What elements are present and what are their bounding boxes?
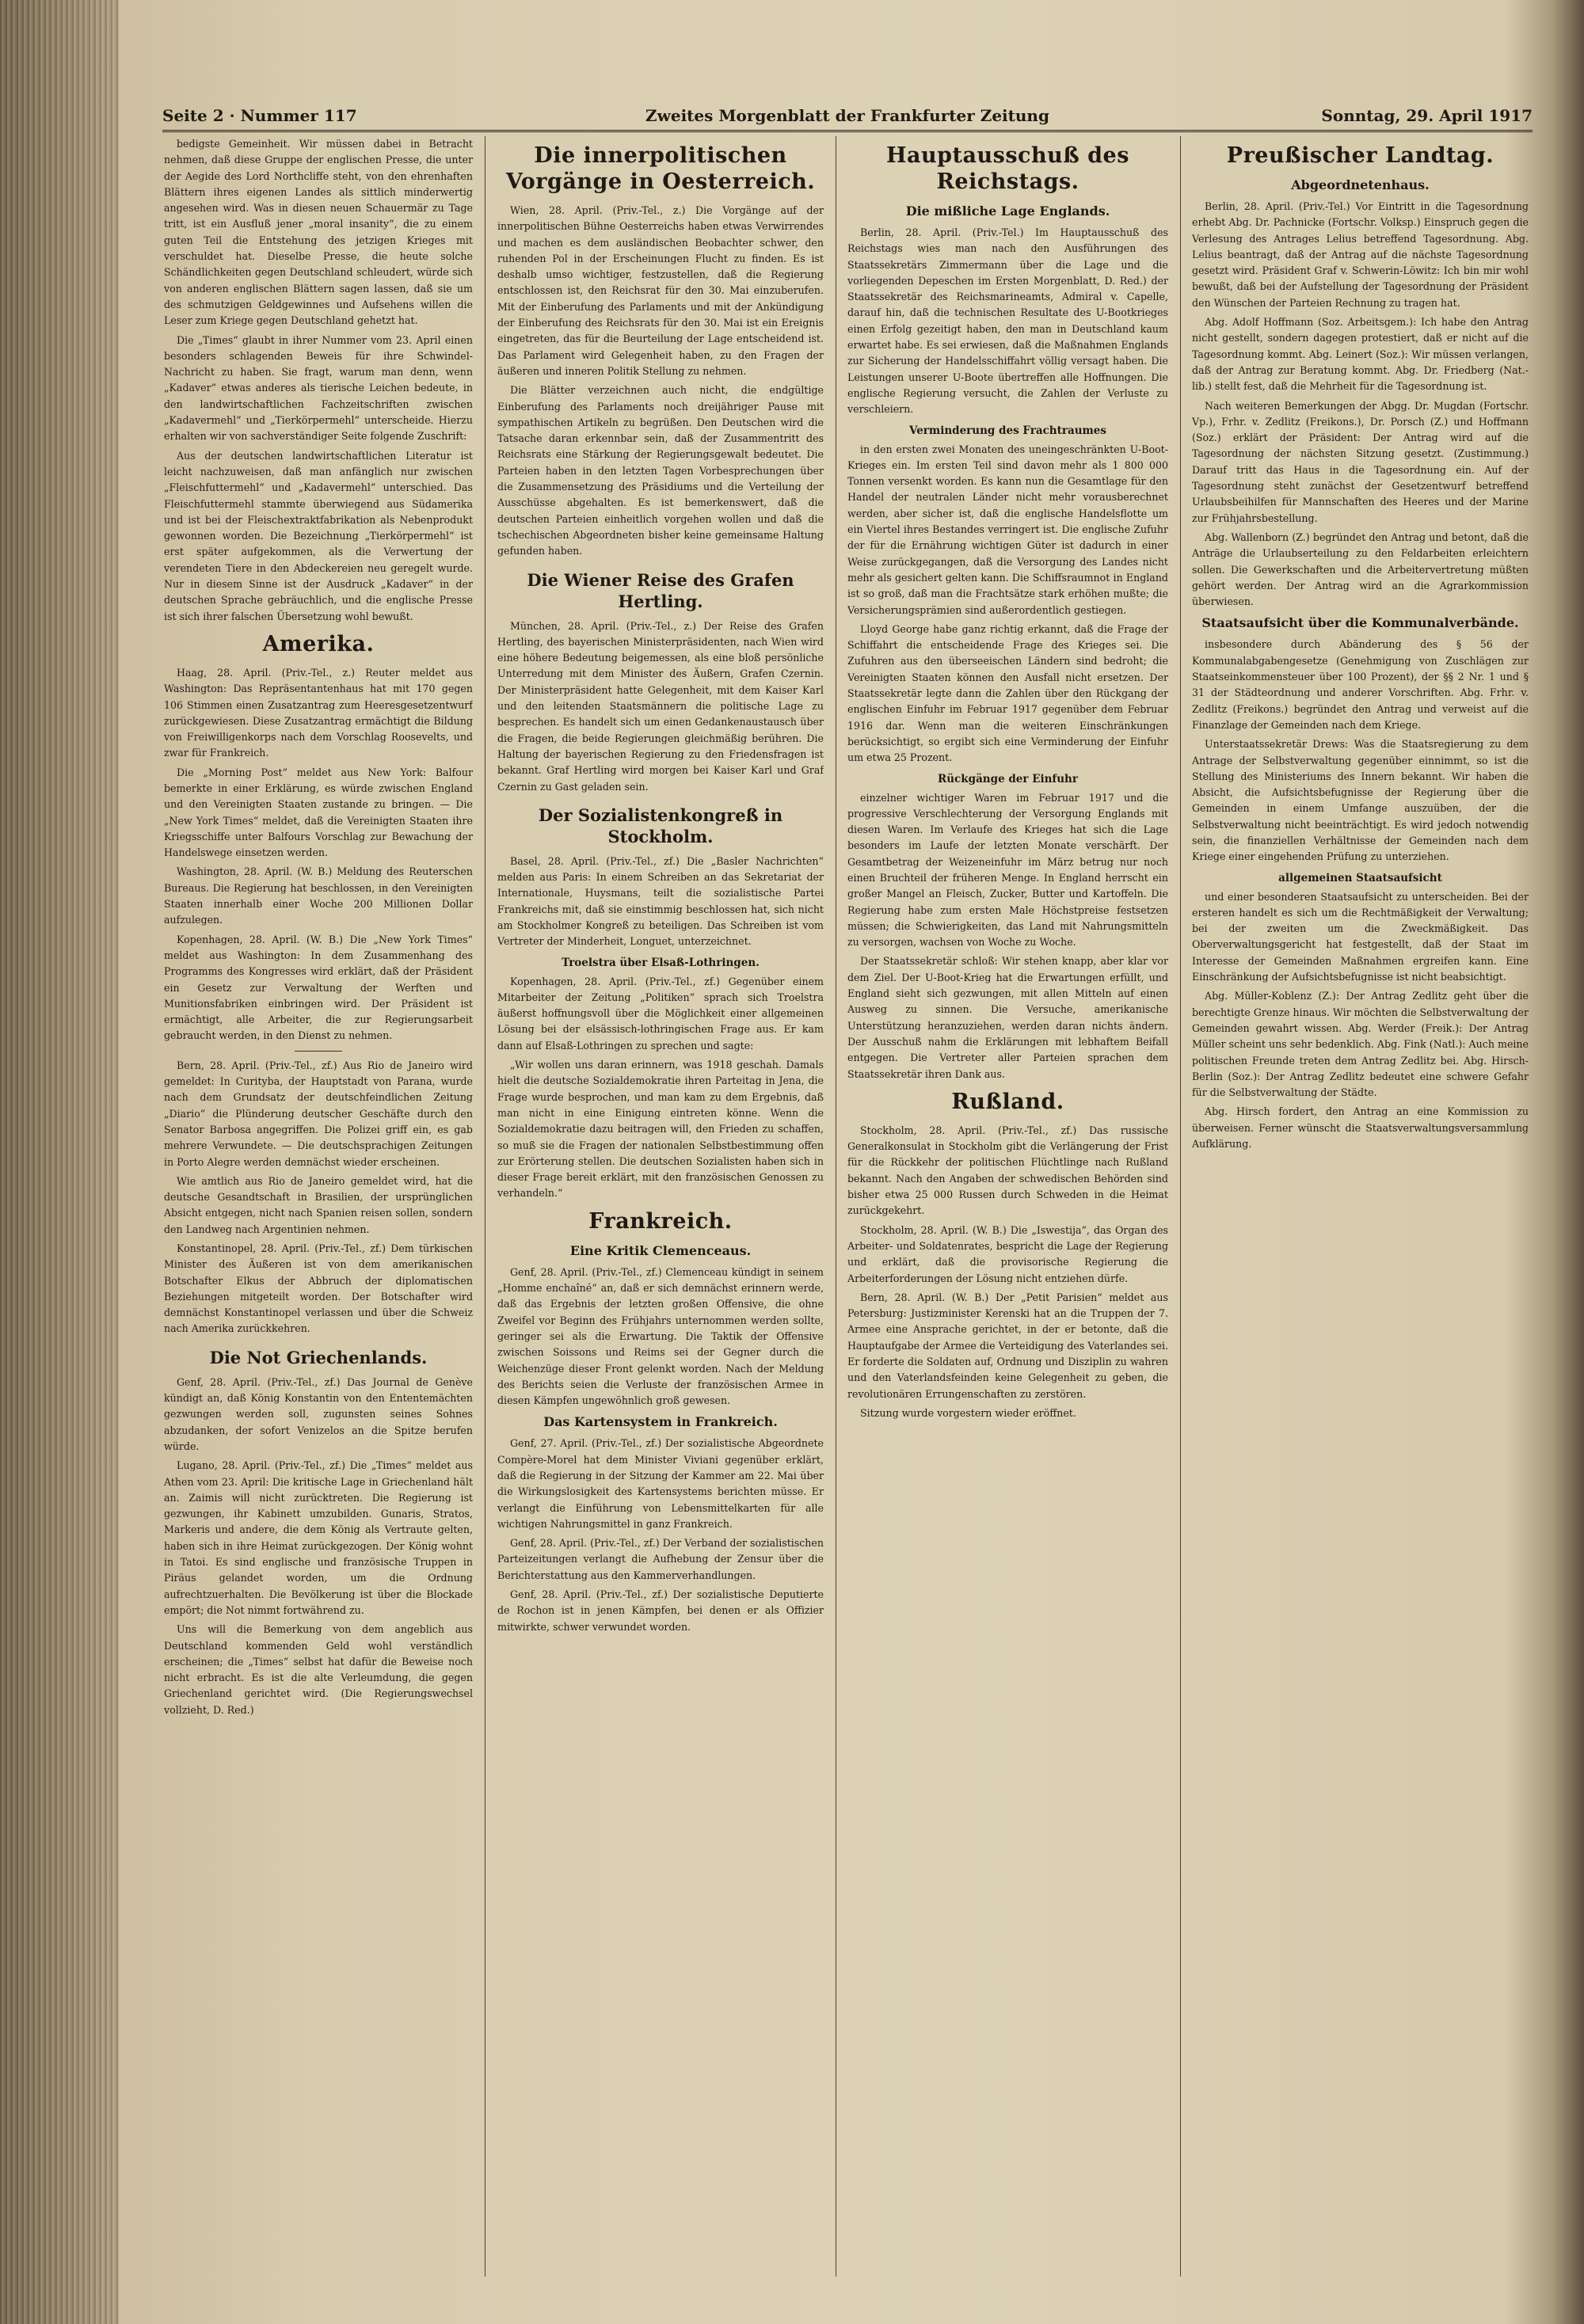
- article-paragraph: Abg. Müller-Koblenz (Z.): Der Antrag Zedlitz geht über die berechtigte Grenze hinaus. Wir möchten die Selbstverwaltung der Gemeinden gewahrt wissen. Abg. Werder (Freik.): Der Antrag Müller scheint uns sehr bedenklich. Abg. Fink (Natl.): Auch meine politischen Freunde treten dem Antrag Zedlitz bei. Abg. Hirsch-Berlin (Soz.): Der Antrag Zedlitz bedeutet eine schwere Gefahr für die Selbstverwaltung der Städte.: [1192, 990, 1529, 1099]
- article-paragraph: Konstantinopel, 28. April. (Priv.-Tel., zf.) Dem türkischen Minister des Äußeren ist von dem amerikanischen Botschafter Elkus der Abbruch der diplomatischen Beziehungen mitgeteilt worden. Der Botschafter wird demnächst Konstantinopel verlassen und über die Schweiz nach Amerika zurückkehren.: [164, 1242, 473, 1335]
- article-paragraph: Nach weiteren Bemerkungen der Abgg. Dr. Mugdan (Fortschr. Vp.), Frhr. v. Zedlitz (Freikons.), Dr. Porsch (Z.) und Hoffmann (Soz.) erklärt der Präsident: Der Antrag wird auf die Tagesordnung der nächsten Sitzung gesetzt. (Zustimmung.) Darauf tritt das Haus in die Tagesordnung ein. Auf der Tagesordnung steht zunächst der Gesetzentwurf betreffend Urlaubsbeihilfen für Mannschaften des Heeres und der Marine zur Frühjahrsbestellung.: [1192, 399, 1529, 524]
- masthead: Zweites Morgenblatt der Frankfurter Zeitung: [645, 106, 1049, 125]
- article-paragraph: Abg. Hirsch fordert, den Antrag an eine Kommission zu überweisen. Ferner wünscht die Staatsverwaltungsversammlung Aufklärung.: [1192, 1105, 1529, 1151]
- article-paragraph: Genf, 28. April. (Priv.-Tel., zf.) Das Journal de Genève kündigt an, daß König Konstantin von den Ententemächten gezwungen werden soll, zugunsten seines Sohnes abzudanken, der sofort Venizelos an die Spitze berufen würde.: [164, 1375, 473, 1452]
- article-paragraph: Sitzung wurde vorgestern wieder eröffnet.: [860, 1406, 1076, 1419]
- section-heading-hertling: Die Wiener Reise des Grafen Hertling.: [527, 569, 794, 611]
- subheading-staatsaufsicht: Staatsaufsicht über die Kommunalverbände.: [1201, 615, 1519, 631]
- column-1: [164, 136, 473, 2284]
- article-paragraph: Der Staatssekretär schloß: Wir stehen knapp, aber klar vor dem Ziel. Der U-Boot-Krieg hat die Erwartungen erfüllt, und England sieht sich gezwungen, mit allen Mitteln auf einen Ausweg zu sinnen. Die Versuche, amerikanische Unterstützung heranzuziehen, werden daran nichts ändern. Der Ausschuß nahm die Erklärungen mit lebhaftem Beifall entgegen. Die Vertreter aller Parteien sprachen dem Staatssekretär ihren Dank aus.: [847, 955, 1168, 1080]
- subheading-elsass: Troelstra über Elsaß-Lothringen.: [562, 956, 760, 969]
- section-heading-russland: Rußland.: [951, 1089, 1064, 1114]
- section-heading-sozialistenkongress: Der Sozialistenkongreß in Stockholm.: [538, 804, 783, 846]
- article-paragraph: Die „Times“ glaubt in ihrer Nummer vom 23. April einen besonders schlagenden Beweis für ihre Schwindel-Nachricht zu haben. Sie fragt, warum man denn, wenn „Kadaver“ etwas anderes als tierische Leichen bedeute, in den landwirtschaftlichen Fachzeitschriften zwischen „Kadavermehl“ und „Tierkörpermehl“ unterscheide. Hierzu erhalten wir von sachverständiger Seite folgende Zuschrift:: [164, 333, 473, 443]
- article-paragraph: Unterstaatssekretär Drews: Was die Staatsregierung zu dem Antrage der Selbstverwaltung gegenüber einnimmt, so ist die Stellung des Ministeriums des Innern bekannt. Wir haben die Absicht, die Aufsichtsbefugnisse der Regierung über die Gemeinden in einem Umfange auszuüben, der die Selbstverwaltung nicht beeinträchtigt. Es wird jedoch notwendig sein, die finanziellen Verhältnisse der Gemeinden nach dem Kriege einer eingehenden Prüfung zu unterziehen.: [1192, 738, 1529, 863]
- subheading-kartensystem: Das Kartensystem in Frankreich.: [543, 1414, 778, 1430]
- page-header: [162, 103, 1533, 132]
- section-heading-oesterreich: Die innerpolitischen Vorgänge in Oesterreich.: [505, 143, 816, 194]
- page-number: Seite 2 · Nummer 117: [162, 106, 357, 125]
- subheading-england: Die mißliche Lage Englands.: [905, 203, 1110, 219]
- subheading-abgeordnetenhaus: Abgeordnetenhaus.: [1291, 177, 1430, 192]
- article-paragraph: Aus der deutschen landwirtschaftlichen Literatur ist leicht nachzuweisen, daß man anfänglich nur zwischen „Fleischfuttermehl“ und „Kadavermehl“ unterschied. Das Fleischfuttermehl stammte überwiegend aus Südamerika und ist bei der Fleischextraktfabrikation als Nebenprodukt gewonnen worden. Die Bezeichnung „Tierkörpermehl“ ist erst später aufgekommen, als die Verwertung der verendeten Tiere in den Abdeckereien neu geregelt wurde. Nur in diesem Sinne ist der Ausdruck „Kadaver“ in der deutschen Sprache gebräuchlich, und die englische Presse ist sich ihrer falschen Übersetzung wohl bewußt.: [164, 449, 473, 622]
- article-paragraph: Stockholm, 28. April. (Priv.-Tel., zf.) Das russische Generalkonsulat in Stockholm gibt die Verlängerung der Frist für die Rückkehr der politischen Flüchtlinge nach Rußland bekannt. Nach den Angaben der schwedischen Behörden sind bisher etwa 25 000 Russen durch Schweden in die Heimat zurückgekehrt.: [847, 1124, 1168, 1217]
- article-paragraph: Berlin, 28. April. (Priv.-Tel.) Vor Eintritt in die Tagesordnung erhebt Abg. Dr. Pachnicke (Fortschr. Volksp.) Einspruch gegen die Verlesung des Antrages Lelius betreffend Tagesordnung. Abg. Lelius beantragt, daß der Antrag auf die nächste Tagesordnung gesetzt wird. Präsident Graf v. Schwerin-Löwitz: Ich bin mir wohl bewußt, daß bei der Aufstellung der Tagesordnung der Präsident den Wünschen der Parteien Rechnung zu tragen hat.: [1192, 200, 1529, 309]
- article-paragraph: Lugano, 28. April. (Priv.-Tel., zf.) Die „Times“ meldet aus Athen vom 23. April: Die kritische Lage in Griechenland hält an. Zaimis will nicht zurücktreten. Die Regierung ist gezwungen, ihr Kabinett umzubilden. Gunaris, Stratos, Markeris und andere, die dem König als Vertraute gelten, haben sich in ihre Heimat zurückgezogen. Der König wohnt in Tatoi. Es sind englische und französische Truppen in Piräus gelandet worden, um die Ordnung aufrechtzuerhalten. Die Bevölkerung ist über die Blockade empört; die Not nimmt fortwährend zu.: [164, 1459, 473, 1616]
- article-paragraph: Kopenhagen, 28. April. (W. B.) Die „New York Times“ meldet aus Washington: In dem Zusammenhang des Programms des Kongresses wird erklärt, daß der Präsident ein Gesetz zur Verwaltung der Werften und Munitionsfabriken einbringen wird. Der Präsident ist ermächtigt, alle Arbeiter, die zur Regierungsarbeit gebraucht werden, in den Dienst zu nehmen.: [164, 933, 473, 1042]
- section-heading-griechenland: Die Not Griechenlands.: [209, 1347, 428, 1367]
- article-paragraph: Kopenhagen, 28. April. (Priv.-Tel., zf.) Gegenüber einem Mitarbeiter der Zeitung „Politiken“ sprach sich Troelstra äußerst hoffnungsvoll über die Möglichkeit einer allgemeinen Lösung bei der elsässisch-lothringischen Frage aus. Er kam dann auf Elsaß-Lothringen zu sprechen und sagte:: [497, 975, 824, 1052]
- article-paragraph: Die Blätter verzeichnen auch nicht, die endgültige Einberufung des Parlaments noch dreijähriger Pause mit sympathischen Artikeln zu begrüßen. Den Deutschen wird die Tatsache daran erkennbar sein, daß der Zusammentritt des Reichsrats eine Stärkung der Regierungsgewalt bedeutet. Die Parteien haben in den letzten Tagen Vorbesprechungen über die Zusammensetzung des Präsidiums und die Verteilung der Ausschüsse abgehalten. Es ist bemerkenswert, daß die deutschen Parteien einheitlich vorgehen wollen und daß die tschechischen Abgeordneten bisher keine gemeinsame Haltung gefunden haben.: [497, 384, 824, 557]
- article-paragraph: einzelner wichtiger Waren im Februar 1917 und die progressive Verschlechterung der Versorgung Englands mit diesen Waren. Im Verlaufe des Krieges hat sich die Lage besonders im Laufe der letzten Monate verschärft. Der Gesamtbetrag der Weizeneinfuhr im März betrug nur noch einen Bruchteil der früheren Menge. In England herrscht ein großer Mangel an Fleisch, Zucker, Butter und Kartoffeln. Die Regierung habe zum ersten Male Höchstpreise festsetzen müssen; die Schwierigkeiten, das Land mit Nahrungsmitteln zu versorgen, wachsen von Woche zu Woche.: [847, 791, 1168, 949]
- article-paragraph: Uns will die Bemerkung von dem angeblich aus Deutschland kommenden Geld wohl verständlich erscheinen; die „Times“ selbst hat dafür die Beweise noch nicht erbracht. Es ist die alte Verleumdung, die gegen Griechenland gerichtet wird. (Die Regierungswechsel vollzieht, D. Red.): [164, 1623, 473, 1716]
- article-paragraph: München, 28. April. (Priv.-Tel., z.) Der Reise des Grafen Hertling, des bayerischen Ministerpräsidenten, nach Wien wird eine höhere Bedeutung beigemessen, als eine bloß persönliche Unterredung mit dem Minister des Äußern, Grafen Czernin. Der Ministerpräsident hatte Gelegenheit, mit dem Kaiser Karl und den leitenden Staatsmännern die politische Lage zu besprechen. Es handelt sich um einen Gedankenaustausch über die Fragen, die beide Regierungen gleichmäßig berühren. Die Haltung der bayerischen Regierung zu den Friedensfragen ist bekannt. Graf Hertling wird morgen bei Kaiser Karl und Graf Czernin zu Gast geladen sein.: [497, 619, 824, 793]
- article-paragraph: Abg. Wallenborn (Z.) begründet den Antrag und betont, daß die Anträge die Urlaubserteilung zu den Feldarbeiten erleichtern sollen. Die Gewerkschaften und die Arbeitervertretung müßten gehört werden. Der Antrag wird an die Agrarkommission überwiesen.: [1192, 531, 1529, 608]
- column-2: [497, 136, 824, 2284]
- section-heading-amerika: Amerika.: [262, 631, 375, 656]
- article-paragraph: Washington, 28. April. (W. B.) Meldung des Reuterschen Bureaus. Die Regierung hat beschlossen, in den Vereinigten Staaten innerhalb einer Woche 200 Millionen Dollar aufzulegen.: [164, 865, 473, 926]
- article-paragraph: Wien, 28. April. (Priv.-Tel., z.) Die Vorgänge auf der innerpolitischen Bühne Oesterreichs haben etwas Verwirrendes und machen es dem ausländischen Beobachter schwer, den ruhenden Pol in der Erscheinungen Flucht zu finden. Es ist deshalb umso wichtiger, festzustellen, daß die Regierung entschlossen ist, den Reichsrat für den 30. Mai einzuberufen. Mit der Einberufung des Parlaments und mit der Ankündigung der Einberufung des Reichsrats für den 30. Mai ist ein Ereignis eingetreten, das für die Beurteilung der Lage entscheidend ist. Das Parlament wird Gelegenheit haben, zu den Fragen der äußeren und inneren Politik Stellung zu nehmen.: [497, 204, 824, 377]
- book-binding-edge: [0, 0, 119, 2324]
- article-paragraph: „Wir wollen uns daran erinnern, was 1918 geschah. Damals hielt die deutsche Sozialdemokratie ihren Parteitag in Jena, die Frage wurde besprochen, und man kam zu dem Ergebnis, daß man nicht in eine Einigung eintreten könne. Wenn die Sozialdemokratie dazu beitragen will, den Frieden zu schaffen, so muß sie die Fragen der nationalen Selbstbestimmung offen zur Erörterung stellen. Die deutschen Sozialisten haben sich in dieser Frage bereit erklärt, mit den französischen Genossen zu verhandeln.“: [497, 1059, 824, 1200]
- article-paragraph: Genf, 27. April. (Priv.-Tel., zf.) Der sozialistische Abgeordnete Compère-Morel hat dem Minister Viviani gegenüber erklärt, daß die Regierung in der Sitzung der Kammer am 22. Mai über die Wirkungslosigkeit des Kartensystems berichten müsse. Er verlangt die Einführung von Lebensmittelkarten für alle wichtigen Nahrungsmittel in ganz Frankreich.: [497, 1437, 824, 1530]
- article-paragraph: Lloyd George habe ganz richtig erkannt, daß die Frage der Schiffahrt die entscheidende Frage des Krieges sei. Die Zufuhren aus den überseeischen Ländern sind bedroht; die Vereinigten Staaten können den Ausfall nicht ersetzen. Der Staatssekretär legte dann die Zahlen über den Rückgang der englischen Einfuhr im Februar 1917 gegenüber dem Februar 1916 dar. Wenn man die weiteren Einschränkungen berücksichtigt, so ergibt sich eine Verminderung der Einfuhr um etwa 25 Prozent.: [847, 622, 1168, 764]
- article-paragraph: Abg. Adolf Hoffmann (Soz. Arbeitsgem.): Ich habe den Antrag nicht gestellt, sondern dagegen protestiert, daß er nicht auf die Tagesordnung kommt. Abg. Leinert (Soz.): Wir müssen verlangen, daß der Antrag zur Beratung kommt. Abg. Dr. Friedberg (Nat.-lib.) stellt fest, daß die Mehrheit für die Tagesordnung ist.: [1192, 316, 1529, 393]
- issue-date: Sonntag, 29. April 1917: [1321, 106, 1533, 125]
- article-paragraph: und einer besonderen Staatsaufsicht zu unterscheiden. Bei der ersteren handelt es sich um die Rechtmäßigkeit der Verwaltung; bei der zweiten um die Zweckmäßigkeit. Das Oberverwaltungsgericht hat festgestellt, daß der Staat im Interesse der Gemeinden Maßnahmen ergreifen kann. Eine Einschränkung der Aufsichtsbefugnisse ist nicht beabsichtigt.: [1192, 890, 1529, 983]
- article-paragraph: bedigste Gemeinheit. Wir müssen dabei in Betracht nehmen, daß diese Gruppe der englischen Presse, die unter der Aegide des Lord Northcliffe steht, von den ehrenhaften Blättern ihres eigenen Landes als sittlich minderwertig angesehen wird. Was in diesen neuen Schauermär zu Tage tritt, ist ein Ausfluß jener „moral insanity“, die zu einem guten Teil die Entstehung des jetzigen Krieges mit verschuldet hat. Dieselbe Presse, die heute solche Schändlichkeiten gegen Deutschland schleudert, würde sich von anderen englischen Blättern sagen lassen, daß sie um des schmutzigen Geldgewinnes und Aufsehens willen die Leser zum Kriege gegen Deutschland gehetzt hat.: [164, 138, 473, 327]
- article-paragraph: Die „Morning Post“ meldet aus New York: Balfour bemerkte in einer Erklärung, es würde zwischen England und den Vereinigten Staaten zustande zu bringen. — Die „New York Times“ meldet, daß die Vereinigten Staaten ihre Kriegsschiffe unter Balfours Vorschlag zur Bewachung der Handelswege einsetzen werden.: [164, 766, 473, 859]
- article-paragraph: Genf, 28. April. (Priv.-Tel., zf.) Clemenceau kündigt in seinem „Homme enchaîné“ an, daß er sich demnächst erinnern werde, daß das Ergebnis der letzten großen Offensive, die ohne Zweifel vor Beginn des Frühjahrs unternommen werden sollte, geringer sei als die Erwartung. Die Taktik der Offensive zwischen Soissons und Reims sei der Gegner durch die Weichenzüge dieser Front gelenkt worden. Nach der Meldung des Berichts seien die Verluste der französischen Armee in diesen Kämpfen ungewöhnlich groß gewesen.: [497, 1265, 824, 1407]
- article-paragraph: Haag, 28. April. (Priv.-Tel., z.) Reuter meldet aus Washington: Das Repräsentantenhaus hat mit 170 gegen 106 Stimmen einen Zusatzantrag zum Heeresgesetzentwurf zurückgewiesen. Diese Zusatzantrag ermächtigt die Bildung von Freiwilligenkorps nach dem Vorschlag Roosevelts, und zwar für Frankreich.: [164, 666, 473, 759]
- article-paragraph: Berlin, 28. April. (Priv.-Tel.) Im Hauptausschuß des Reichstags wies man nach den Ausführungen des Staatssekretärs Zimmermann über die Lage und die vorliegenden Depeschen im Ersten Morgenblatt, D. Red.) der Staatssekretär des Reichsmarineamts, Admiral v. Capelle, darauf hin, daß die technischen Resultate des U-Bootkrieges einen Erfolg gezeitigt haben, den man in Deutschland kaum erwartet habe. Es sei erwiesen, daß die Maßnahmen Englands zur Sicherung der Handelsschiffahrt völlig versagt haben. Die Leistungen unserer U-Boote übertreffen alle Hoffnungen. Die englische Regierung versucht, die Zahlen der Verluste zu verschleiern.: [847, 226, 1168, 416]
- column-rule: [1180, 136, 1181, 2276]
- subheading-clemenceau: Eine Kritik Clemenceaus.: [569, 1242, 752, 1258]
- section-heading-landtag: Preußischer Landtag.: [1226, 143, 1495, 168]
- article-separator: [295, 1051, 342, 1052]
- column-3: [847, 136, 1168, 2284]
- article-paragraph: Basel, 28. April. (Priv.-Tel., zf.) Die „Basler Nachrichten“ melden aus Paris: In einem Schreiben an das Sekretariat der Internationale, Huysmans, teilt die sozialistische Partei Frankreichs mit, daß sie einstimmig beschlossen hat, sich nicht am Stockholmer Kongreß zu beteiligen. Das Schreiben ist vom Vertreter der Minderheit, Longuet, unterzeichnet.: [497, 854, 824, 948]
- article-paragraph: in den ersten zwei Monaten des uneingeschränkten U-Boot-Krieges ein. Im ersten Teil sind davon mehr als 1 800 000 Tonnen versenkt worden. Es kann nun die Gesamtlage für den Handel der neutralen Länder nicht mehr vorausberechnet werden, aber sicher ist, daß die englische Handelsflotte um ein Viertel ihres Bestandes verringert ist. Die englische Zufuhr der für die Ernährung wichtigen Güter ist dadurch in einer Weise zurückgegangen, daß die Versorgung des Landes nicht mehr als gesichert gelten kann. Die Schiffsraumnot in England ist so groß, daß man die Frachtsätze stark erhöhen mußte; die Versicherungsprämien sind außerordentlich gestiegen.: [847, 443, 1168, 616]
- article-paragraph: Stockholm, 28. April. (W. B.) Die „Iswestija“, das Organ des Arbeiter- und Soldatenrates, bespricht die Lage der Regierung und erklärt, daß die provisorische Regierung die Arbeiterforderungen der Lösung nicht entziehen dürfe.: [847, 1223, 1168, 1284]
- column-4: [1192, 136, 1529, 2284]
- article-paragraph: Wie amtlich aus Rio de Janeiro gemeldet wird, hat die deutsche Gesandtschaft in Brasilien, der ursprünglichen Absicht entgegen, nicht nach Spanien reisen sollen, sondern den Landweg nach Argentinien nehmen.: [164, 1174, 473, 1235]
- article-paragraph: Bern, 28. April. (W. B.) Der „Petit Parisien“ meldet aus Petersburg: Justizminister Kerenski hat an die Truppen der 7. Armee eine Ansprache gerichtet, in der er betonte, daß die Hauptaufgabe der Armee die Verteidigung des Vaterlandes sei. Er forderte die Soldaten auf, Ordnung und Disziplin zu wahren und den Vaterlandsfeinden keine Gelegenheit zu geben, die revolutionären Errungenschaften zu zerstören.: [847, 1291, 1168, 1400]
- article-paragraph: Bern, 28. April. (Priv.-Tel., zf.) Aus Rio de Janeiro wird gemeldet: In Curityba, der Hauptstadt von Parana, wurde nach dem Grundsatz der deutschfeindlichen Zeitung „Diario“ die Plünderung deutscher Geschäfte durch den Senator Barbosa angegriffen. Die Polizei griff ein, es gab mehrere Verwundete. — Die deutschsprachigen Zeitungen in Porto Alegre werden demnächst wieder erscheinen.: [164, 1059, 473, 1168]
- subheading-allgemeine-staatsaufsicht: allgemeinen Staatsaufsicht: [1278, 871, 1442, 884]
- subheading-frachtraum: Verminderung des Frachtraumes: [908, 424, 1107, 437]
- article-paragraph: Genf, 28. April. (Priv.-Tel., zf.) Der sozialistische Deputierte de Rochon ist in jenen Kämpfen, bei denen er als Offizier mitwirkte, schwer verwundet worden.: [497, 1588, 824, 1633]
- article-paragraph: insbesondere durch Abänderung des § 56 der Kommunalabgabengesetze (Genehmigung von Zuschlägen zur Staatseinkommensteuer über 100 Prozent), der §§ 2 Nr. 1 und § 31 der Städteordnung und anderer Vorschriften. Abg. Frhr. v. Zedlitz (Freikons.) begründet den Antrag und verweist auf die Finanzlage der Gemeinden nach dem Kriege.: [1192, 638, 1529, 731]
- article-paragraph: Genf, 28. April. (Priv.-Tel., zf.) Der Verband der sozialistischen Parteizeitungen verlangt die Aufhebung der Zensur über die Berichterstattung aus den Kammerverhandlungen.: [497, 1537, 824, 1581]
- section-heading-hauptausschuss: Hauptausschuß des Reichstags.: [886, 143, 1129, 194]
- subheading-einfuhr: Rückgänge der Einfuhr: [938, 772, 1078, 785]
- section-heading-frankreich: Frankreich.: [588, 1208, 733, 1234]
